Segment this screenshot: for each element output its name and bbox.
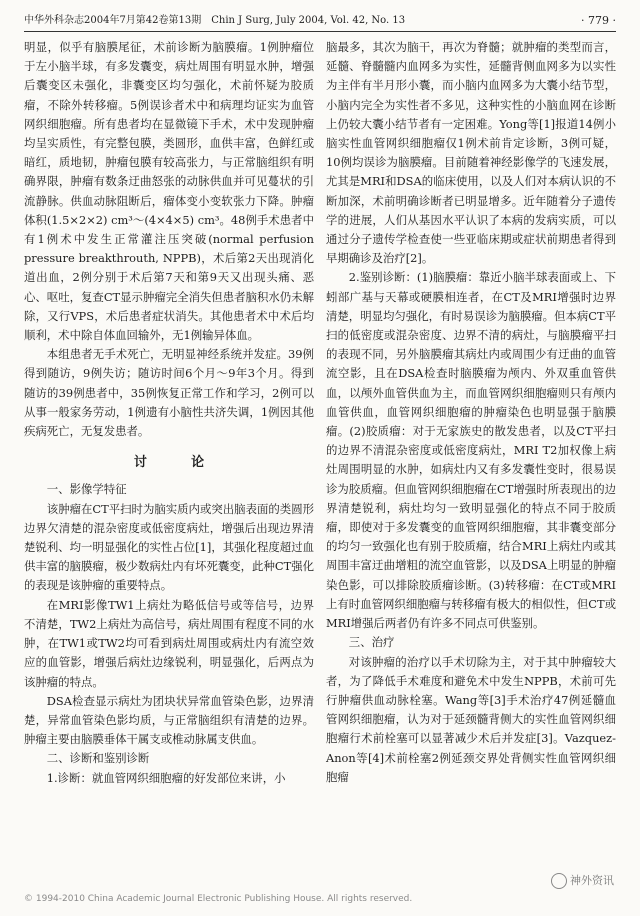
paragraph-ct: 该肿瘤在CT平扫时为脑实质内或突出脑表面的类圆形边界欠清楚的混杂密度或低密度病灶，增强后出现边界清楚锐利、均一明显强化的实性占位[1]，其强化程度超过血供丰富的脑膜瘤，极少数病灶内有坏死囊变，此种CT强化的表现是该肿瘤的重要特点。 (24, 501, 314, 593)
section-heading-discussion: 讨 论 (133, 455, 220, 471)
paragraph-diagnosis-start: 1.诊断：就血管网织细胞瘤的好发部位来讲，小 (46, 770, 286, 785)
paragraph-dsa: DSA检查显示病灶为团块状异常血管染色影，边界清楚，异常血管染色影均质，与正常脑组织有清楚的边界。肿瘤主要由脑膜垂体干属支或椎动脉属支供血。 (24, 693, 314, 747)
watermark-text: 神外资讯 (570, 874, 614, 887)
running-header (24, 12, 616, 30)
paragraph-differential: 2.鉴别诊断：(1)脑膜瘤：靠近小脑半球表面或上、下蚓部广基与天幕或硬膜相连者，在CT及MRI增强时边界清楚，明显均匀强化，有时易误诊为脑膜瘤。但本病CT平扫的低密度或混杂密度、边界不清的病灶，与脑膜瘤平扫的表现不同，另外脑膜瘤其病灶内或周围少有迂曲的血管流空影，且在DSA检查时脑膜瘤为颅内、外双重血管供血，以颅外血管供血为主，而血管网织细胞瘤则只有颅内血管供血，血管网织细胞瘤的肿瘤染色也明显强于脑膜瘤。(2)胶质瘤：对于无家族史的散发患者，以及CT平扫的边界不清混杂密度或低密度病灶，MRI T2加权像上病灶周围明显的水肿，如病灶内又有多发囊性变时，很易误诊为胶质瘤。但血管网织细胞瘤在CT增强时所表现出的边界清楚锐利，病灶均匀一致明显强化的特点不同于胶质瘤，即使对于多发囊变的血管网织细胞瘤，其非囊变部分的均匀一致强化也有别于胶质瘤，结合MRI上病灶内或其周围丰富迂曲增粗的流空血管影，以及DSA上明显的肿瘤染色影，可以排除胶质瘤诊断。(3)转移瘤：在CT或MRI上有时血管网织细胞瘤与转移瘤有极大的相似性，但CT或MRI增强后两者仍有许多不同点可供鉴别。 (326, 270, 616, 631)
right-column (326, 38, 616, 787)
watermark (551, 872, 614, 892)
subheading-imaging: 一、影像学特征 (46, 482, 127, 497)
paragraph-follow-up: 本组患者无手术死亡，无明显神经系统并发症。39例得到随访，9例失访；随访时间6个月～9年3个月。得到随访的39例患者中，35例恢复正常工作和学习，2例可以从事一般家务劳动，1例遗有小脑性共济失调，1例因其他疾病死亡，无复发患者。 (24, 347, 314, 439)
subheading-diagnosis: 二、诊断和鉴别诊断 (46, 751, 150, 766)
page-number: · 779 · (581, 14, 616, 27)
left-column (24, 38, 314, 788)
subheading-treatment: 三、治疗 (348, 635, 395, 650)
paragraph-diagnosis-cont: 脑最多，其次为脑干，再次为脊髓；就肿瘤的类型而言，延髓、脊髓髓内血网多为实性，延髓背侧血网多为以实性为主伴有半月形小囊，而小脑内血网多为大囊小结节型，小脑内完全为实性者不多见，这种实性的小脑血网在诊断上仍较大囊小结节者有一定困难。Yong等[1]报道14例小脑实性血管网织细胞瘤仅1例术前肯定诊断，3例可疑，10例均误诊为脑膜瘤。目前随着神经影像学的飞速发展，尤其是MRI和DSA的临床使用，以及人们对本病认识的不断加深，术前明确诊断者已明显增多。近年随着分子遗传学的进展，人们从基因水平认识了本病的发病实质，可以通过分子遗传学检查使一些亚临床期或症状前期患者得到早期确诊及治疗[2]。 (326, 40, 616, 266)
paragraph-treatment: 对该肿瘤的治疗以手术切除为主，对于其中肿瘤较大者，为了降低手术难度和避免术中发生NPPB，术前可先行肿瘤供血动脉栓塞。Wang等[3]手术治疗47例延髓血管网织细胞瘤，认为对于延颈髓背侧大的实性血管网织细胞瘤行术前栓塞可以显著减少术后并发症[3]。Vazquez-Anon等[4]术前栓塞2例延颈交界处背侧实性血管网织细胞瘤 (326, 654, 616, 784)
copyright-footer: © 1994-2010 China Academic Journal Electronic Publishing House. All rights reserved. (24, 894, 413, 904)
paragraph-mri: 在MRI影像TW1上病灶为略低信号或等信号，边界不清楚，TW2上病灶为高信号，病灶周围有程度不同的水肿，在TW1或TW2均可看到病灶周围或病灶内有流空效应的血管影，增强后病灶边缘锐利，明显强化，后两点为该肿瘤的特点。 (24, 597, 314, 689)
wechat-icon (551, 873, 567, 889)
journal-citation: 中华外科杂志2004年7月第42卷第13期 Chin J Surg, July 2004, Vol. 42, No. 13 (24, 15, 406, 26)
header-rule (24, 31, 616, 32)
paragraph-surgical-findings: 明显，似乎有脑膜尾征，术前诊断为脑膜瘤。1例肿瘤位于左小脑半球，有多发囊变，病灶周围有明显水肿，增强后囊变区未强化，非囊变区均匀强化，术前怀疑为胶质瘤，不除外转移瘤。5例误诊者术中和病理均证实为血管网织细胞瘤。所有患者均在显微镜下手术，术中发现肿瘤均呈实质性，有完整包膜，类圆形，血供丰富，色鲜红或暗红，质地韧，肿瘤包膜有较高张力，与正常脑组织有明确界限，肿瘤有数条迂曲怒张的动脉供血并可见蔓状的引流静脉。供血动脉阻断后，瘤体变小变软张力下降。肿瘤体积(1.5×2×2) cm³～(4×4×5) cm³。48例手术患者中有1例术中发生正常灌注压突破(normal perfusion pressure breakthrouth, NPPB)，术后第2天出现消化道出血，2例分别于术后第7天和第9天又出现头痛、恶心、呕吐，复查CT显示肿瘤完全消失但患者脑积水仍未解除，又行VPS，术后患者症状消失。其他患者术中术后均顺利，术中除自体血回输外，无1例输异体血。 (24, 40, 314, 343)
